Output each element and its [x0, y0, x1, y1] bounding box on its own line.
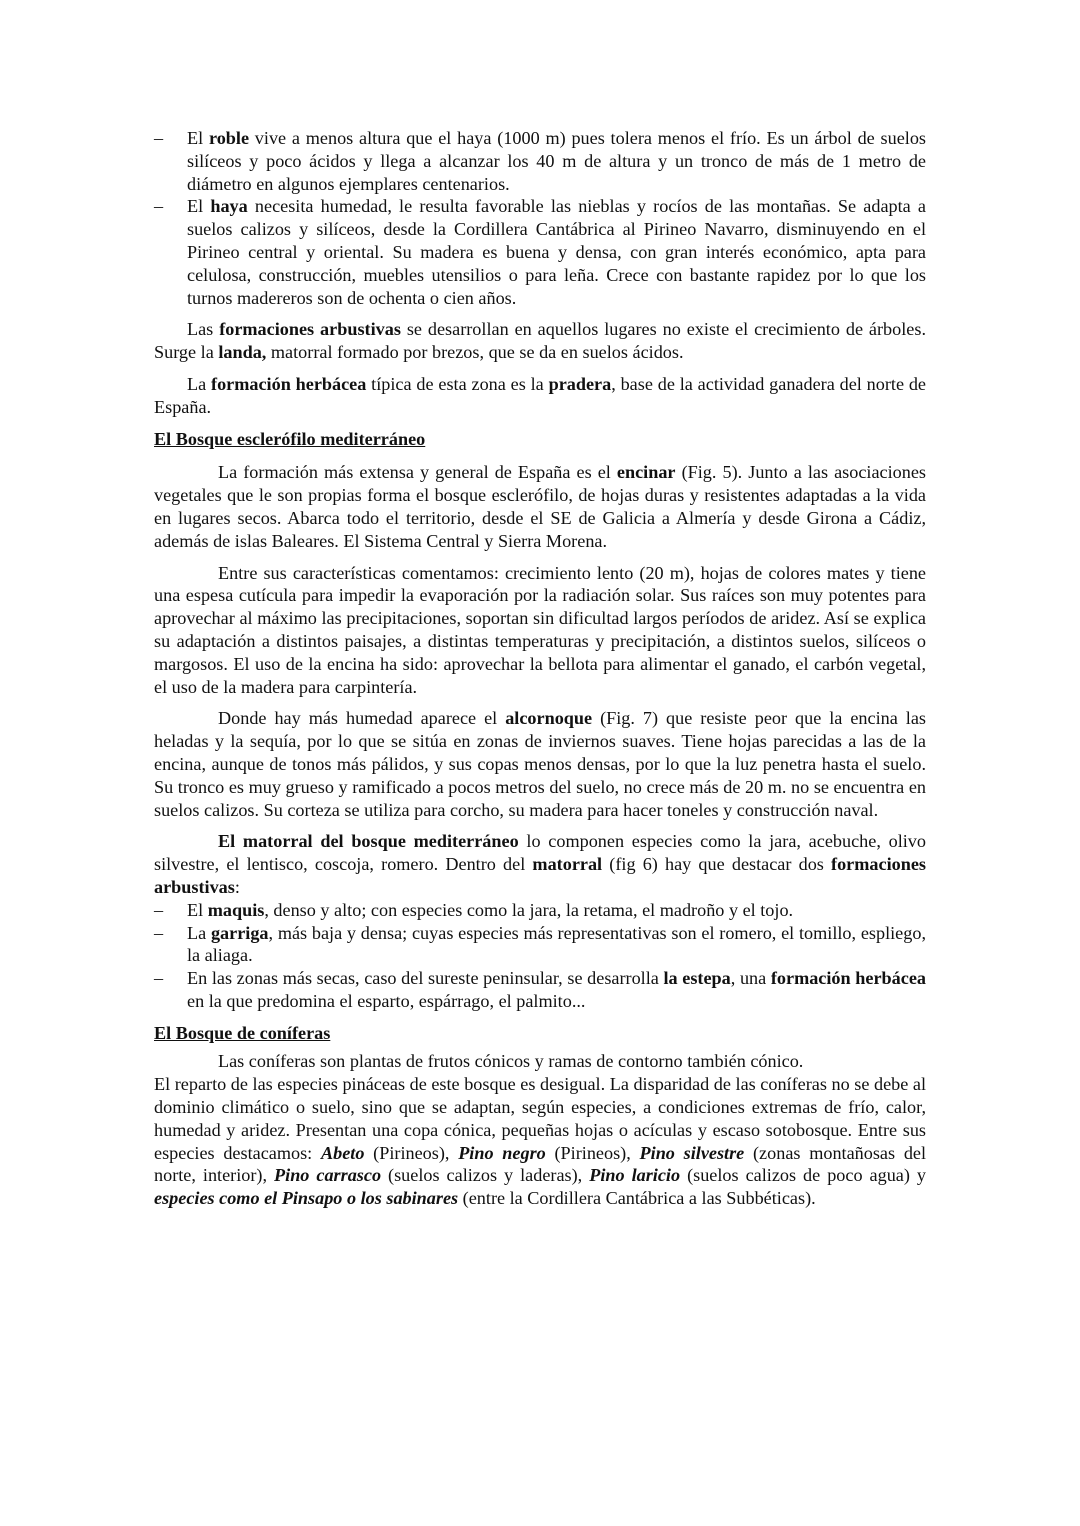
term-abeto: Abeto: [320, 1142, 365, 1163]
term-formacion-herbacea: formación herbácea: [770, 968, 926, 989]
text-run: El: [187, 128, 209, 148]
term-alcornoque: alcornoque: [505, 708, 593, 729]
paragraph-arbustivas: [154, 318, 926, 364]
section-heading-coniferas: El Bosque de coníferas: [154, 1022, 331, 1043]
text-run: El: [187, 899, 208, 920]
term-pino-laricio: Pino laricio: [589, 1165, 681, 1186]
term-encinar: encinar: [616, 462, 676, 483]
text-run: necesita humedad, le resulta favorable las nieblas y rocíos de las montañas. Se adapta a suelos calizos y silíceos, desde la Cordillera Cantábrica al Pirineo Navarro, disminuyendo en el Pirineo central y oriental. Su madera es buena y densa, con gran interés económico, apta para celulosa, construcción, muebles utensilios o para leña. Crece con bastante rapidez por lo que los turnos madereros son de ochenta o cien años.: [187, 196, 926, 308]
document-page: [154, 127, 926, 1210]
text-run: Las: [187, 319, 220, 340]
text-run: El: [187, 196, 211, 217]
term-pinsapo-sabinares: especies como el Pinsapo o los sabinares: [154, 1188, 459, 1209]
text-run: típica de esta zona es la: [366, 373, 549, 394]
list-item-haya: [154, 195, 926, 309]
text-run: Donde hay más humedad aparece el: [218, 708, 506, 729]
term-matorral-mediterraneo: El matorral del bosque mediterráneo: [218, 831, 519, 852]
text-run: (Pirineos),: [364, 1142, 459, 1163]
paragraph-coniferas: [154, 1073, 926, 1210]
term-pino-silvestre: Pino silvestre: [639, 1142, 745, 1163]
text-run: lo componen especies como la jara, acebuche, olivo silvestre, el lentisco, coscoja, romero. Dentro del: [154, 831, 926, 875]
text-run: , denso y alto; con especies como la jara, la retama, el madroño y el tojo.: [264, 899, 794, 920]
text-run: La: [187, 373, 212, 394]
term-pradera: pradera: [548, 373, 612, 394]
text-run: , una: [730, 968, 771, 989]
text-run: (fig 6) hay que destacar dos: [602, 854, 832, 875]
term-pino-negro: Pino negro: [458, 1142, 546, 1163]
term-formacion-herbacea: formación herbácea: [211, 373, 367, 394]
text-run: (zonas montañosas del norte, interior),: [154, 1142, 927, 1186]
text-run: matorral formado por brezos, que se da en suelos ácidos.: [266, 342, 684, 363]
paragraph-herbacea: [154, 373, 926, 419]
text-run: (suelos calizos de poco agua) y: [680, 1165, 927, 1186]
text-run: vive a menos altura que el haya (1000 m) pues tolera menos el frío. Es un árbol de suelos silíceos y poco ácidos y llega a alcanzar los 40 m de altura y un tronco de más de 1 metro de diámetro en algunos ejemplares centenarios.: [187, 128, 926, 194]
paragraph-coniferas-intro: Las coníferas son plantas de frutos cónicos y ramas de contorno también cónico.: [218, 1051, 804, 1072]
term-estepa: la estepa: [663, 968, 731, 989]
term-matorral: matorral: [532, 854, 603, 875]
list-item-roble: [154, 127, 926, 195]
term-garriga: garriga: [210, 922, 269, 943]
paragraph-encinar: [154, 461, 926, 552]
paragraph-matorral: [154, 830, 926, 898]
text-run: , más baja y densa; cuyas especies más representativas son el romero, el tomillo, espliego, la aliaga.: [187, 922, 926, 966]
paragraph-caracteristicas: Entre sus características comentamos: crecimiento lento (20 m), hojas de colores mates y tiene una espesa cutícula para impedir la evaporación por la radiación solar. Sus raíces son muy potentes para aprovechar al máximo las precipitaciones, soportan sin dificultad largos períodos de aridez. Así se explica su adaptación a distintos paisajes, a distintas temperaturas y precipitación, a distintos suelos, silíceos o margosos. El uso de la encina ha sido: aprovechar la bellota para alimentar el ganado, el carbón vegetal, el uso de la madera para carpintería.: [154, 562, 926, 697]
text-run: El reparto de las especies pináceas de este bosque es desigual. La disparidad de las coníferas no se debe al dominio climático o suelo, sino que se adaptan, según especies, a condiciones extremas de frío, calor, humedad y aridez. Presentan una copa cónica, pequeñas hojas o acículas y escaso sotobosque. Entre sus especies destacamos:: [154, 1074, 926, 1163]
term-landa: landa,: [218, 342, 267, 363]
text-run: (Fig. 5). Junto a las asociaciones vegetales que le son propias forma el bosque esclerófilo, de hojas duras y resistentes adaptadas a la vida en lugares secos. Abarca todo el territorio, desde el SE de Galicia a Almería y desde Girona a Cádiz, además de islas Baleares. El Sistema Central y Sierra Morena.: [154, 462, 927, 551]
text-run: :: [234, 876, 240, 897]
paragraph-alcornoque: [154, 707, 926, 821]
section-heading-mediterraneo: El Bosque esclerófilo mediterráneo: [154, 428, 426, 449]
term-roble: roble: [208, 128, 250, 148]
text-run: , base de la actividad ganadera del norte de España.: [154, 373, 927, 417]
list-item-maquis: [154, 899, 926, 922]
text-run: La formación más extensa y general de España es el: [218, 462, 617, 483]
text-run: La: [187, 922, 211, 943]
text-run: (Pirineos),: [545, 1142, 640, 1163]
text-run: en la que predomina el esparto, espárrago, el palmito...: [187, 990, 586, 1011]
text-run: se desarrollan en aquellos lugares no existe el crecimiento de árboles. Surge la: [154, 319, 926, 363]
term-pino-carrasco: Pino carrasco: [274, 1165, 382, 1186]
list-item-estepa: [154, 967, 926, 1013]
text-run: (Fig. 7) que resiste peor que la encina las heladas y la sequía, por lo que se sitúa en zonas de inviernos suaves. Tiene hojas parecidas a las de la encina, aunque de tonos más pálidos, y sus copas menos densas, por lo que la luz penetra hasta el suelo. Su tronco es muy grueso y ramificado a pocos metros del suelo, no crece más de 20 m. no se encuentra en suelos calizos. Su corteza se utiliza para corcho, su madera para hacer toneles y construcción naval.: [154, 708, 926, 820]
term-maquis: maquis: [207, 899, 265, 920]
term-formaciones-arbustivas: formaciones arbustivas: [219, 319, 401, 340]
text-run: (suelos calizos y laderas),: [381, 1165, 590, 1186]
term-haya: haya: [210, 196, 248, 217]
term-formaciones-arbustivas: formaciones arbustivas: [154, 854, 926, 897]
text-run: (entre la Cordillera Cantábrica a las Subbéticas).: [458, 1188, 816, 1209]
text-run: En las zonas más secas, caso del sureste peninsular, se desarrolla: [187, 968, 664, 989]
list-item-garriga: [154, 922, 926, 968]
